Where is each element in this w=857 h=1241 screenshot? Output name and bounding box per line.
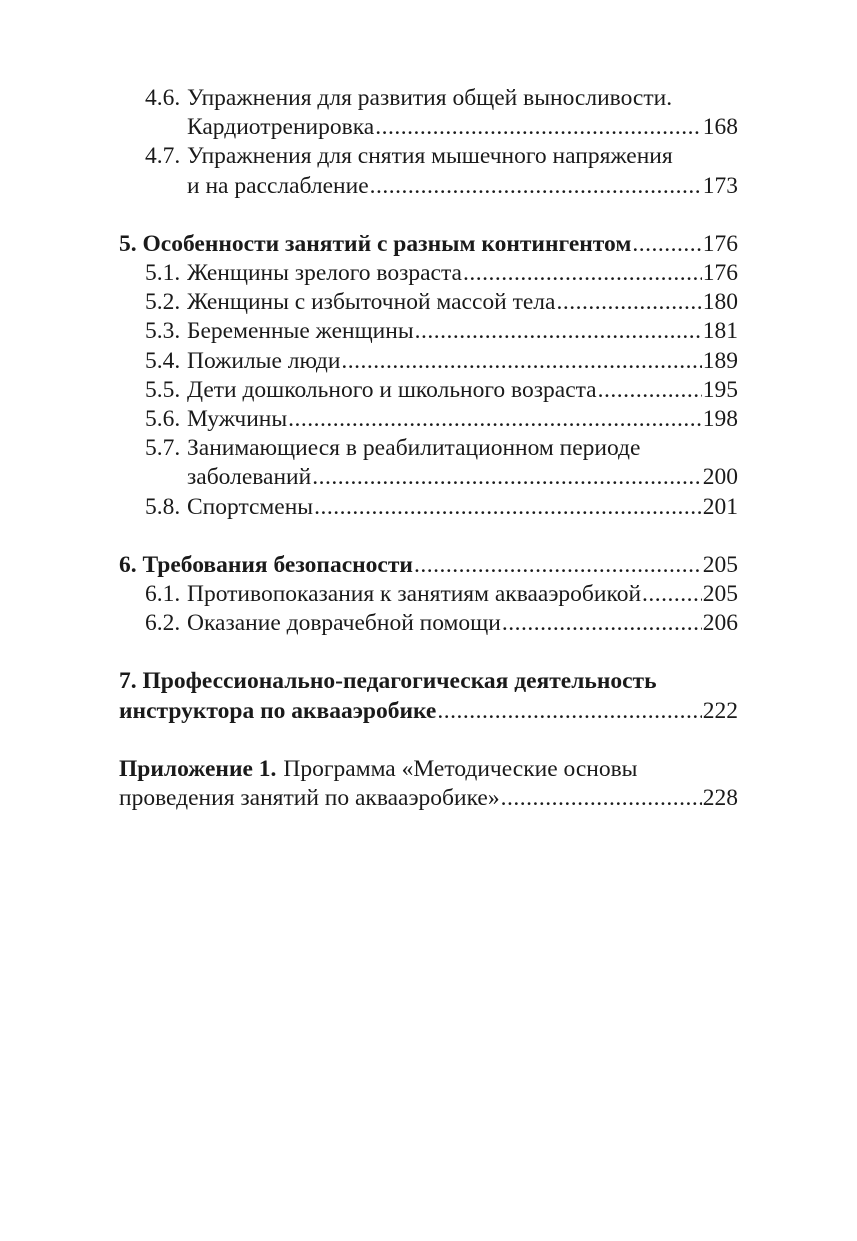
entry-number: 5.4. (145, 347, 181, 374)
toc-appendix-1-cont[interactable] (119, 784, 738, 813)
page-number: 181 (702, 318, 738, 345)
page-number: 195 (702, 376, 738, 403)
toc-entry-4-6[interactable] (119, 84, 738, 113)
dot-leader (370, 172, 702, 201)
toc-appendix-1[interactable] (119, 755, 738, 784)
table-of-contents (119, 84, 738, 813)
entry-title: Женщины зрелого возраста (187, 260, 462, 287)
page-number: 198 (702, 406, 738, 433)
chapter-title: 7. Профессионально-педагогическая деятельность (119, 668, 657, 695)
toc-entry-5-5[interactable] (119, 376, 738, 405)
dot-leader (414, 551, 702, 580)
entry-number: 5.8. (145, 493, 181, 520)
dot-leader (463, 259, 702, 288)
entry-number: 5.5. (145, 376, 181, 403)
entry-number: 5.7. (145, 435, 181, 462)
page-number: 173 (702, 172, 738, 199)
entry-title: Противопоказания к занятиям аквааэробикой (187, 581, 642, 608)
page-number: 228 (702, 785, 738, 812)
entry-title: Дети дошкольного и школьного возраста (187, 376, 597, 403)
page-number: 205 (702, 581, 738, 608)
page-number: 180 (702, 289, 738, 316)
dot-leader (415, 317, 702, 346)
entry-title: Пожилые люди (187, 347, 341, 374)
dot-leader (556, 288, 701, 317)
toc-entry-5-8[interactable] (119, 493, 738, 522)
entry-number: 6.1. (145, 581, 181, 608)
appendix-label: Приложение 1. (119, 755, 277, 782)
dot-leader (642, 580, 702, 609)
entry-title: заболеваний (187, 464, 312, 491)
entry-title: Оказание доврачебной помощи (187, 610, 501, 637)
dot-leader (502, 609, 702, 638)
toc-entry-6-1[interactable] (119, 580, 738, 609)
dot-leader (632, 230, 701, 259)
toc-entry-5-4[interactable] (119, 347, 738, 376)
dot-leader (598, 376, 702, 405)
page-number: 200 (702, 464, 738, 491)
toc-entry-4-7-cont[interactable] (119, 172, 738, 201)
toc-entry-5-2[interactable] (119, 288, 738, 317)
dot-leader (312, 463, 702, 492)
toc-chapter-7-cont[interactable] (119, 697, 738, 726)
page-number: 206 (702, 610, 738, 637)
page-number: 176 (702, 230, 738, 257)
toc-chapter-7[interactable] (119, 667, 738, 696)
page-number: 189 (702, 347, 738, 374)
toc-entry-4-7[interactable] (119, 142, 738, 171)
entry-number: 5.1. (145, 260, 181, 287)
toc-entry-5-6[interactable] (119, 405, 738, 434)
appendix-title: проведения занятий по аквааэробике» (119, 785, 500, 812)
toc-entry-5-7[interactable] (119, 434, 738, 463)
chapter-title: 6. Требования безопасности (119, 551, 413, 578)
toc-chapter-6[interactable] (119, 551, 738, 580)
entry-title: Мужчины (187, 406, 288, 433)
spacer (119, 201, 738, 230)
entry-title: Упражнения для снятия мышечного напряжения (187, 143, 673, 170)
page-number: 201 (702, 493, 738, 520)
spacer (119, 638, 738, 667)
appendix-title: Программа «Методические основы (283, 755, 638, 782)
entry-number: 5.6. (145, 406, 181, 433)
entry-number: 5.2. (145, 289, 181, 316)
page-number: 176 (702, 260, 738, 287)
chapter-title: инструктора по аквааэробике (119, 697, 437, 724)
dot-leader (437, 697, 701, 726)
page-number: 168 (702, 114, 738, 141)
entry-title: Кардиотренировка (187, 114, 375, 141)
entry-title: Беременные женщины (187, 318, 414, 345)
entry-number: 6.2. (145, 610, 181, 637)
dot-leader (501, 784, 702, 813)
dot-leader (341, 347, 701, 376)
entry-number: 4.7. (145, 143, 181, 170)
entry-title: Спортсмены (187, 493, 314, 520)
toc-entry-4-6-cont[interactable] (119, 113, 738, 142)
entry-title: и на расслабление (187, 172, 369, 199)
dot-leader (288, 405, 702, 434)
entry-number: 4.6. (145, 85, 181, 111)
dot-leader (314, 493, 702, 522)
toc-entry-5-7-cont[interactable] (119, 463, 738, 492)
toc-entry-5-3[interactable] (119, 317, 738, 346)
entry-number: 5.3. (145, 318, 181, 345)
entry-title: Упражнения для развития общей выносливости. (187, 85, 673, 111)
entry-title: Женщины с избыточной массой тела (187, 289, 556, 316)
entry-title: Занимающиеся в реабилитационном периоде (187, 435, 641, 462)
toc-entry-6-2[interactable] (119, 609, 738, 638)
spacer (119, 522, 738, 551)
page-number: 222 (702, 697, 738, 724)
toc-chapter-5[interactable] (119, 230, 738, 259)
dot-leader (375, 113, 702, 142)
spacer (119, 726, 738, 755)
toc-entry-5-1[interactable] (119, 259, 738, 288)
page-number: 205 (702, 551, 738, 578)
chapter-title: 5. Особенности занятий с разным контингентом (119, 230, 632, 257)
